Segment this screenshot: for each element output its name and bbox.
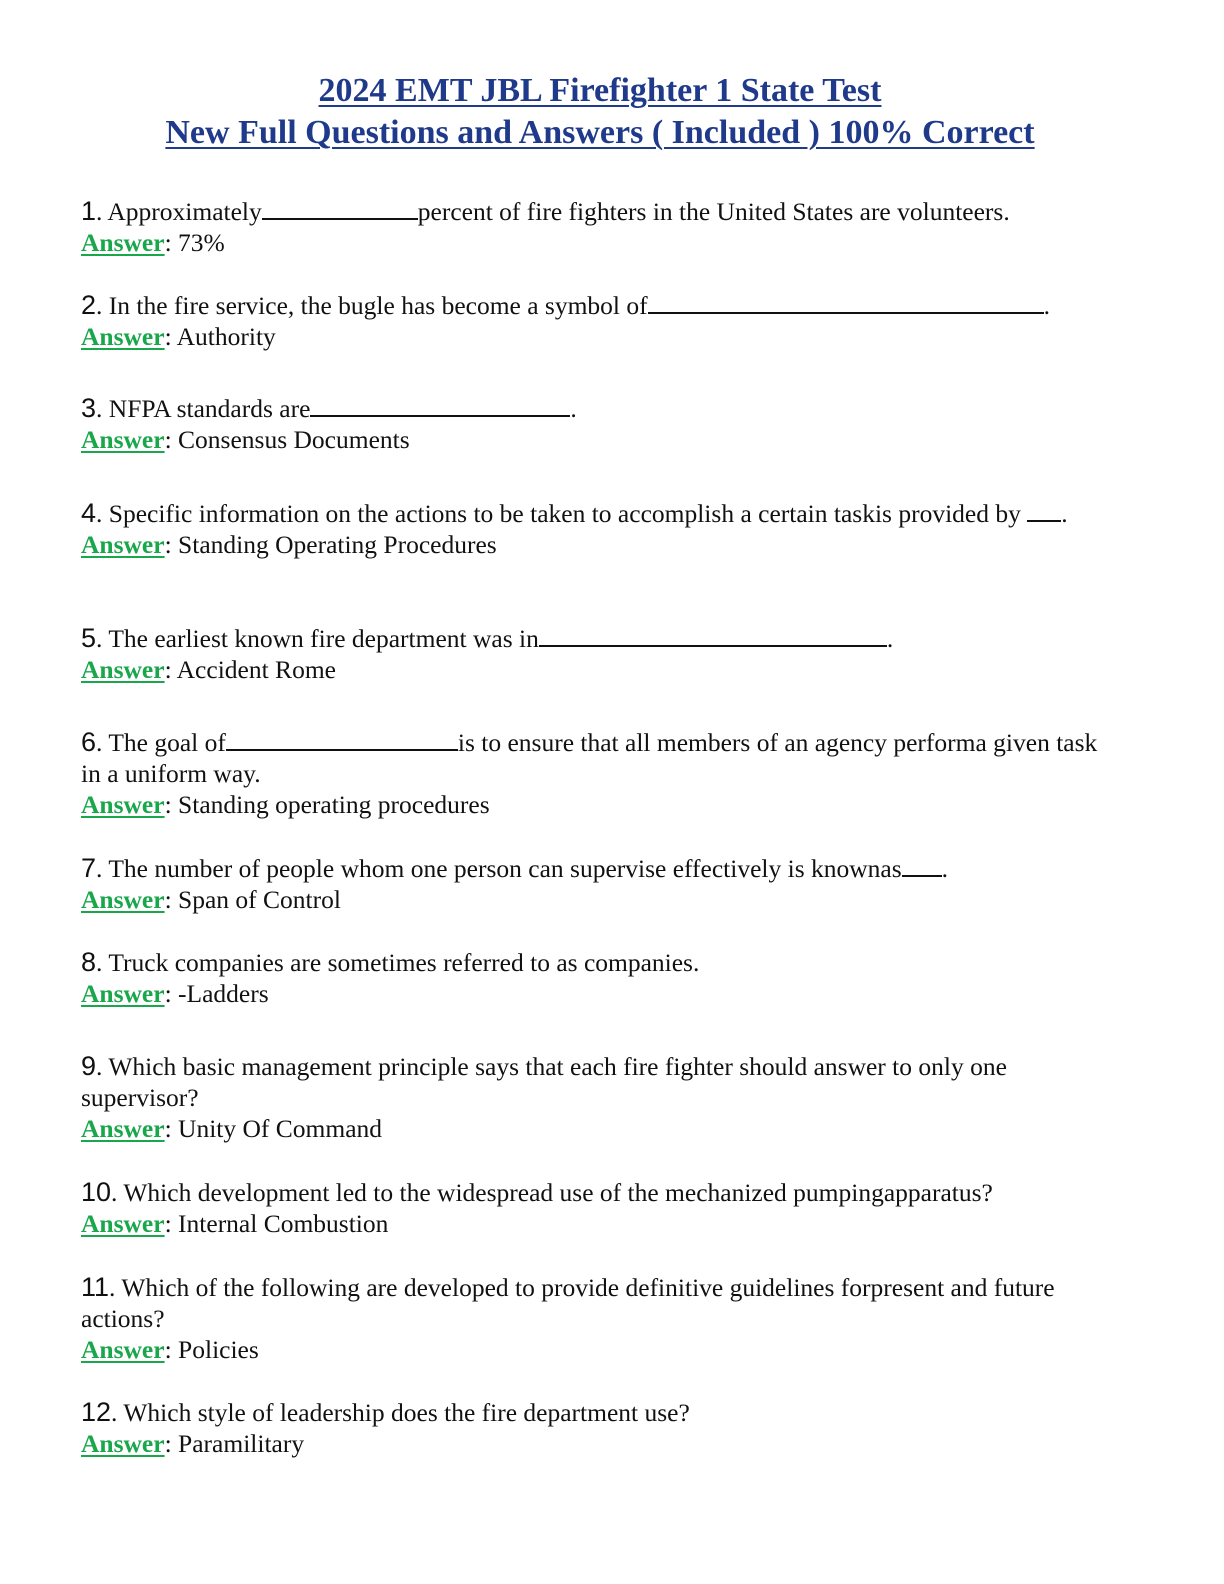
answer-blank bbox=[902, 853, 942, 877]
answer-line: Answer: -Ladders bbox=[81, 979, 269, 1008]
answer-line: Answer: Internal Combustion bbox=[81, 1209, 389, 1238]
answer-blank bbox=[226, 727, 458, 751]
question-item-1 bbox=[81, 196, 1121, 258]
question-item-4 bbox=[81, 498, 1121, 560]
answer-label: Answer bbox=[81, 1335, 165, 1364]
question-text: 10. Which development led to the widespread use of the mechanized pumpingapparatus? bbox=[81, 1177, 993, 1207]
answer-text: Internal Combustion bbox=[178, 1209, 389, 1238]
question-prompt-end: . bbox=[1043, 291, 1051, 320]
question-item-9 bbox=[81, 1051, 1121, 1144]
answer-line: Answer: Standing operating procedures bbox=[81, 790, 490, 819]
question-prompt: NFPA standards are bbox=[108, 394, 311, 423]
question-prompt-end: . bbox=[1061, 499, 1068, 528]
answer-text: Authority bbox=[176, 322, 276, 351]
question-text: 2. In the fire service, the bugle has become a symbol of . bbox=[81, 290, 1051, 320]
question-prompt: Approximately bbox=[107, 197, 262, 226]
answer-line: Answer: Authority bbox=[81, 322, 276, 351]
answer-text: Standing Operating Procedures bbox=[178, 530, 497, 559]
question-number: 9 bbox=[81, 1051, 97, 1081]
answer-label: Answer bbox=[81, 979, 165, 1008]
question-text: 12. Which style of leadership does the fire department use? bbox=[81, 1397, 690, 1427]
title-line-1: 2024 EMT JBL Firefighter 1 State Test bbox=[318, 72, 882, 109]
question-number: 12 bbox=[81, 1397, 112, 1427]
title-line-2: New Full Questions and Answers ( Included ) 100% Correct bbox=[165, 114, 1035, 151]
question-number: 10 bbox=[81, 1177, 112, 1207]
answer-line: Answer: Policies bbox=[81, 1335, 259, 1364]
question-prompt: Which of the following are developed to provide definitive guidelines forpresent and future actions? bbox=[81, 1273, 1055, 1333]
answer-blank bbox=[539, 623, 887, 647]
question-prompt: Truck companies are sometimes referred to as companies. bbox=[108, 948, 700, 977]
answer-line: Answer: Accident Rome bbox=[81, 655, 336, 684]
answer-line: Answer: Paramilitary bbox=[81, 1429, 305, 1458]
answer-label: Answer bbox=[81, 228, 165, 257]
question-number: 7 bbox=[81, 853, 97, 883]
question-item-8 bbox=[81, 947, 1121, 1009]
question-item-10 bbox=[81, 1177, 1121, 1239]
answer-blank bbox=[262, 196, 418, 220]
question-prompt: Specific information on the actions to be taken to accomplish a certain taskis provided by bbox=[108, 499, 1021, 528]
question-number: 2 bbox=[81, 290, 97, 320]
answer-text: Standing operating procedures bbox=[178, 790, 490, 819]
question-prompt: Which style of leadership does the fire department use? bbox=[123, 1398, 690, 1427]
question-number: 6 bbox=[81, 727, 97, 757]
question-prompt-end: . bbox=[941, 854, 949, 883]
document-title bbox=[0, 70, 1200, 154]
answer-label: Answer bbox=[81, 530, 165, 559]
question-item-3 bbox=[81, 393, 1121, 455]
question-prompt-end: . bbox=[570, 394, 577, 423]
answer-text: Unity Of Command bbox=[178, 1114, 383, 1143]
question-prompt: Which development led to the widespread use of the mechanized pumpingapparatus? bbox=[123, 1178, 993, 1207]
answer-label: Answer bbox=[81, 322, 165, 351]
question-item-12 bbox=[81, 1397, 1121, 1459]
answer-label: Answer bbox=[81, 1114, 165, 1143]
answer-blank bbox=[1027, 498, 1061, 522]
answer-label: Answer bbox=[81, 1429, 165, 1458]
question-text: 7. The number of people whom one person can supervise effectively is knownas . bbox=[81, 853, 949, 883]
answer-text: -Ladders bbox=[178, 979, 269, 1008]
answer-label: Answer bbox=[81, 885, 165, 914]
question-prompt: Which basic management principle says that each fire fighter should answer to only one supervisor? bbox=[81, 1052, 1007, 1112]
question-item-11 bbox=[81, 1272, 1121, 1365]
answer-line: Answer: 73% bbox=[81, 228, 225, 257]
answer-line: Answer: Span of Control bbox=[81, 885, 341, 914]
answer-label: Answer bbox=[81, 425, 165, 454]
question-item-2 bbox=[81, 290, 1121, 352]
answer-text: Consensus Documents bbox=[178, 425, 410, 454]
question-text: 9. Which basic management principle says that each fire fighter should answer to only one supervisor? bbox=[81, 1051, 1007, 1112]
answer-text: Policies bbox=[178, 1335, 259, 1364]
question-prompt-end: percent of fire fighters in the United States are volunteers. bbox=[417, 197, 1010, 226]
question-prompt-end: is to ensure that all members of an agency performa given task in a uniform way. bbox=[81, 728, 1098, 788]
question-number: 8 bbox=[81, 947, 97, 977]
answer-line: Answer: Unity Of Command bbox=[81, 1114, 383, 1143]
question-item-6 bbox=[81, 727, 1121, 820]
question-text: 11. Which of the following are developed to provide definitive guidelines forpresent and future actions? bbox=[81, 1272, 1055, 1333]
question-number: 11 bbox=[81, 1272, 110, 1302]
answer-text: Paramilitary bbox=[178, 1429, 305, 1458]
answer-line: Answer: Standing Operating Procedures bbox=[81, 530, 497, 559]
question-text: 3. NFPA standards are . bbox=[81, 393, 577, 423]
question-number: 5 bbox=[81, 623, 97, 653]
question-text: 6. The goal of is to ensure that all members of an agency performa given task in a uniform way. bbox=[81, 727, 1098, 788]
answer-text: Span of Control bbox=[178, 885, 341, 914]
question-prompt: In the fire service, the bugle has become a symbol of bbox=[108, 291, 648, 320]
question-prompt: The goal of bbox=[108, 728, 226, 757]
question-prompt: The earliest known fire department was in bbox=[108, 624, 539, 653]
question-item-5 bbox=[81, 623, 1121, 685]
answer-label: Answer bbox=[81, 655, 165, 684]
answer-blank bbox=[310, 393, 570, 417]
answer-text: 73% bbox=[178, 228, 225, 257]
answer-text: Accident Rome bbox=[176, 655, 336, 684]
question-number: 4 bbox=[81, 498, 97, 528]
question-text: 8. Truck companies are sometimes referred to as companies. bbox=[81, 947, 700, 977]
question-text: 4. Specific information on the actions to be taken to accomplish a certain taskis provided by . bbox=[81, 498, 1068, 528]
answer-label: Answer bbox=[81, 1209, 165, 1238]
answer-line: Answer: Consensus Documents bbox=[81, 425, 410, 454]
question-prompt: The number of people whom one person can supervise effectively is knownas bbox=[108, 854, 902, 883]
question-text: 1. Approximately percent of fire fighters in the United States are volunteers. bbox=[81, 196, 1010, 226]
question-text: 5. The earliest known fire department was in . bbox=[81, 623, 894, 653]
question-item-7 bbox=[81, 853, 1121, 915]
answer-label: Answer bbox=[81, 790, 165, 819]
question-number: 1 bbox=[81, 196, 97, 226]
question-number: 3 bbox=[81, 393, 97, 423]
question-prompt-end: . bbox=[886, 624, 894, 653]
answer-blank bbox=[648, 290, 1044, 314]
